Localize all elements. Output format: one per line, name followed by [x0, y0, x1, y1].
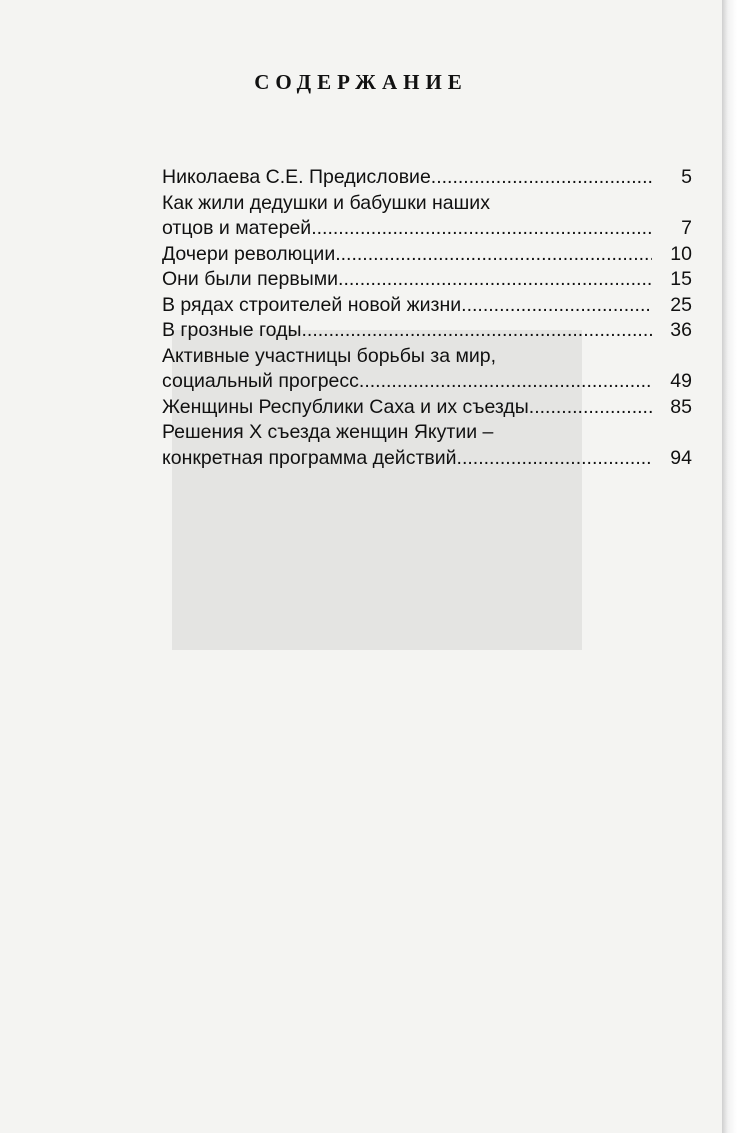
- toc-page-number: 10: [670, 242, 692, 265]
- toc-entry-title: отцов и матерей: [162, 217, 312, 239]
- toc-dot-leader: [335, 242, 652, 268]
- toc-page-number: 94: [670, 446, 692, 469]
- toc-dot-leader: [461, 293, 652, 319]
- toc-entry-title: В рядах строителей новой жизни: [162, 293, 462, 316]
- toc-page-number: 49: [670, 370, 692, 392]
- toc-entry-title: конкретная программа действий: [162, 446, 457, 469]
- page-edge-shadow: [722, 0, 737, 1133]
- toc-entry-title: Они были первыми: [162, 268, 339, 290]
- toc-entry: [162, 191, 692, 242]
- toc-entry: [162, 242, 692, 268]
- toc-entry-title: социальный прогресс: [162, 370, 359, 392]
- toc-page-number: 7: [681, 217, 692, 239]
- toc-entry: [162, 344, 692, 395]
- toc-entry: [162, 395, 692, 421]
- toc-entry-title: Николаева С.Е. Предисловие: [162, 166, 431, 188]
- toc-dot-leader: [359, 369, 652, 395]
- toc-entry: [162, 165, 692, 191]
- page-title: СОДЕРЖАНИЕ: [254, 70, 468, 94]
- toc-dot-leader: [338, 267, 652, 293]
- toc-entry: [162, 420, 692, 471]
- toc-dot-leader: [457, 446, 652, 472]
- toc-entry-title-line: Как жили дедушки и бабушки наших: [162, 191, 490, 214]
- table-of-contents: [162, 165, 692, 471]
- toc-entry-title-line: Активные участницы борьбы за мир,: [162, 344, 497, 367]
- toc-entry-title: Женщины Республики Саха и их съезды: [162, 395, 529, 418]
- toc-page-number: 36: [670, 319, 692, 341]
- toc-dot-leader: [311, 216, 652, 242]
- toc-entry: [162, 293, 692, 319]
- toc-entry: [162, 267, 692, 293]
- toc-entry-title: В грозные годы: [162, 319, 302, 341]
- toc-dot-leader: [431, 165, 652, 191]
- toc-dot-leader: [302, 318, 653, 344]
- toc-entry-title: Дочери революции: [162, 242, 336, 265]
- toc-page-number: 15: [670, 268, 692, 290]
- toc-entry: [162, 318, 692, 344]
- toc-page-number: 85: [670, 395, 692, 418]
- toc-page-number: 5: [681, 166, 692, 188]
- toc-dot-leader: [529, 395, 652, 421]
- toc-entry-title-line: Решения X съезда женщин Якутии –: [162, 421, 494, 443]
- toc-page-number: 25: [670, 293, 692, 316]
